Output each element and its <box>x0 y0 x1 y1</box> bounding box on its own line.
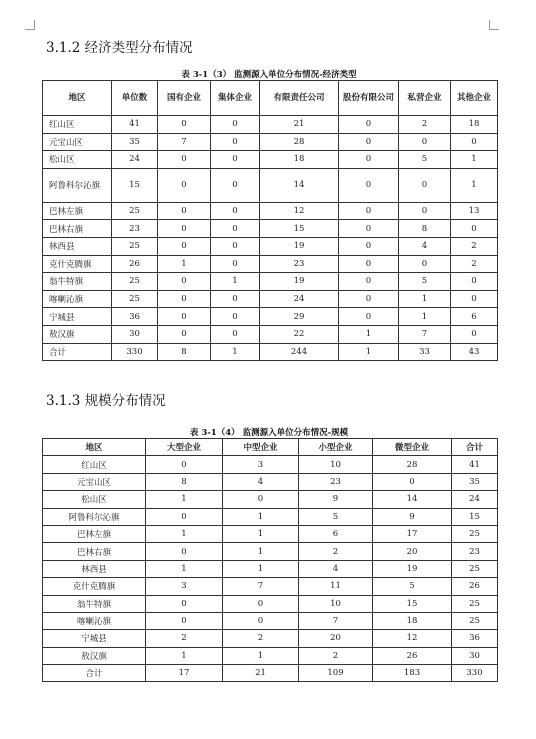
value-cell: 2 <box>399 116 451 134</box>
value-cell: 10 <box>299 595 373 612</box>
value-cell: 6 <box>451 308 498 326</box>
value-cell: 29 <box>260 308 339 326</box>
value-cell: 41 <box>112 116 158 134</box>
value-cell: 1 <box>399 290 451 308</box>
value-cell: 12 <box>260 202 339 220</box>
table-row <box>43 560 498 577</box>
value-cell: 25 <box>112 202 158 220</box>
value-cell: 0 <box>339 202 399 220</box>
value-cell: 0 <box>211 290 260 308</box>
value-cell: 0 <box>158 168 211 202</box>
value-cell: 7 <box>223 578 299 595</box>
value-cell: 0 <box>399 133 451 151</box>
value-cell: 0 <box>373 473 452 490</box>
value-cell: 1 <box>399 308 451 326</box>
value-cell: 0 <box>451 273 498 291</box>
value-cell: 26 <box>373 647 452 664</box>
column-header: 地区 <box>43 439 146 456</box>
column-header: 大型企业 <box>146 439 223 456</box>
value-cell: 15 <box>112 168 158 202</box>
value-cell: 25 <box>452 612 498 629</box>
region-cell: 元宝山区 <box>43 473 146 490</box>
table-row <box>43 325 498 343</box>
value-cell: 0 <box>146 595 223 612</box>
table-row <box>43 612 498 629</box>
region-cell: 巴林右旗 <box>43 220 112 238</box>
value-cell: 3 <box>223 456 299 473</box>
column-header: 有限责任公司 <box>260 81 339 116</box>
value-cell: 9 <box>299 491 373 508</box>
value-cell: 1 <box>146 525 223 542</box>
value-cell: 5 <box>299 508 373 525</box>
value-cell: 26 <box>452 578 498 595</box>
value-cell: 28 <box>373 456 452 473</box>
table-row <box>43 290 498 308</box>
value-cell: 1 <box>223 543 299 560</box>
value-cell: 20 <box>299 630 373 647</box>
value-cell: 1 <box>223 560 299 577</box>
value-cell: 19 <box>373 560 452 577</box>
table-row <box>43 491 498 508</box>
region-cell: 合计 <box>43 343 112 361</box>
table-row <box>43 220 498 238</box>
value-cell: 330 <box>452 665 498 682</box>
column-header: 合计 <box>452 439 498 456</box>
value-cell: 0 <box>158 237 211 255</box>
value-cell: 19 <box>260 273 339 291</box>
value-cell: 20 <box>373 543 452 560</box>
region-cell: 宁城县 <box>43 308 112 326</box>
value-cell: 1 <box>451 151 498 169</box>
value-cell: 17 <box>373 525 452 542</box>
value-cell: 0 <box>211 308 260 326</box>
region-cell: 元宝山区 <box>43 133 112 151</box>
column-header: 集体企业 <box>211 81 260 116</box>
value-cell: 0 <box>339 255 399 273</box>
value-cell: 2 <box>299 543 373 560</box>
value-cell: 0 <box>339 133 399 151</box>
value-cell: 0 <box>211 237 260 255</box>
page-corner-mark-left <box>25 20 35 30</box>
region-cell: 阿鲁科尔沁旗 <box>43 508 146 525</box>
value-cell: 0 <box>158 290 211 308</box>
column-header: 单位数 <box>112 81 158 116</box>
value-cell: 21 <box>223 665 299 682</box>
region-cell: 松山区 <box>43 491 146 508</box>
value-cell: 15 <box>260 220 339 238</box>
value-cell: 0 <box>399 255 451 273</box>
value-cell: 0 <box>339 237 399 255</box>
table-row <box>43 273 498 291</box>
value-cell: 0 <box>211 325 260 343</box>
region-cell: 克什克腾旗 <box>43 578 146 595</box>
value-cell: 4 <box>399 237 451 255</box>
value-cell: 8 <box>399 220 451 238</box>
table-row <box>43 647 498 664</box>
value-cell: 28 <box>260 133 339 151</box>
table-row <box>43 508 498 525</box>
region-cell: 喀喇沁旗 <box>43 290 112 308</box>
value-cell: 109 <box>299 665 373 682</box>
region-cell: 喀喇沁旗 <box>43 612 146 629</box>
column-header: 国有企业 <box>158 81 211 116</box>
value-cell: 0 <box>211 202 260 220</box>
value-cell: 0 <box>146 543 223 560</box>
value-cell: 1 <box>451 168 498 202</box>
value-cell: 0 <box>158 151 211 169</box>
value-cell: 1 <box>211 343 260 361</box>
value-cell: 1 <box>339 343 399 361</box>
value-cell: 0 <box>339 116 399 134</box>
value-cell: 0 <box>339 220 399 238</box>
value-cell: 0 <box>223 491 299 508</box>
value-cell: 0 <box>146 508 223 525</box>
value-cell: 8 <box>146 473 223 490</box>
value-cell: 14 <box>373 491 452 508</box>
value-cell: 1 <box>158 255 211 273</box>
table-row <box>43 308 498 326</box>
value-cell: 24 <box>112 151 158 169</box>
value-cell: 1 <box>223 508 299 525</box>
region-cell: 巴林右旗 <box>43 543 146 560</box>
value-cell: 19 <box>260 237 339 255</box>
value-cell: 0 <box>399 168 451 202</box>
value-cell: 2 <box>299 647 373 664</box>
value-cell: 2 <box>451 237 498 255</box>
region-cell: 克什克腾旗 <box>43 255 112 273</box>
value-cell: 1 <box>146 647 223 664</box>
value-cell: 13 <box>451 202 498 220</box>
value-cell: 1 <box>339 325 399 343</box>
value-cell: 0 <box>451 220 498 238</box>
scale-table <box>42 438 498 682</box>
value-cell: 15 <box>373 595 452 612</box>
value-cell: 25 <box>452 595 498 612</box>
table-row <box>43 525 498 542</box>
value-cell: 3 <box>146 578 223 595</box>
column-header: 中型企业 <box>223 439 299 456</box>
value-cell: 244 <box>260 343 339 361</box>
value-cell: 11 <box>299 578 373 595</box>
region-cell: 翁牛特旗 <box>43 273 112 291</box>
value-cell: 0 <box>339 168 399 202</box>
value-cell: 15 <box>452 508 498 525</box>
value-cell: 0 <box>339 308 399 326</box>
region-cell: 林西县 <box>43 560 146 577</box>
column-header: 小型企业 <box>299 439 373 456</box>
value-cell: 0 <box>211 133 260 151</box>
value-cell: 0 <box>146 612 223 629</box>
value-cell: 0 <box>451 325 498 343</box>
value-cell: 0 <box>146 456 223 473</box>
column-header: 股份有限公司 <box>339 81 399 116</box>
value-cell: 10 <box>299 456 373 473</box>
table-row <box>43 595 498 612</box>
value-cell: 0 <box>211 168 260 202</box>
page-corner-mark-right <box>489 20 499 30</box>
region-cell: 敖汉旗 <box>43 647 146 664</box>
value-cell: 23 <box>452 543 498 560</box>
region-cell: 松山区 <box>43 151 112 169</box>
table-row <box>43 168 498 202</box>
value-cell: 17 <box>146 665 223 682</box>
value-cell: 1 <box>146 491 223 508</box>
value-cell: 0 <box>451 290 498 308</box>
value-cell: 8 <box>158 343 211 361</box>
region-cell: 宁城县 <box>43 630 146 647</box>
value-cell: 0 <box>451 133 498 151</box>
table-row <box>43 255 498 273</box>
table-row <box>43 133 498 151</box>
table-row <box>43 578 498 595</box>
table-row <box>43 543 498 560</box>
value-cell: 7 <box>399 325 451 343</box>
value-cell: 0 <box>223 595 299 612</box>
value-cell: 0 <box>339 290 399 308</box>
value-cell: 0 <box>158 308 211 326</box>
value-cell: 0 <box>211 255 260 273</box>
value-cell: 5 <box>399 151 451 169</box>
column-header: 其他企业 <box>451 81 498 116</box>
value-cell: 0 <box>158 325 211 343</box>
value-cell: 23 <box>112 220 158 238</box>
value-cell: 2 <box>146 630 223 647</box>
value-cell: 24 <box>452 491 498 508</box>
value-cell: 25 <box>112 290 158 308</box>
value-cell: 35 <box>452 473 498 490</box>
value-cell: 18 <box>373 612 452 629</box>
table-row <box>43 237 498 255</box>
value-cell: 7 <box>299 612 373 629</box>
value-cell: 30 <box>452 647 498 664</box>
value-cell: 24 <box>260 290 339 308</box>
region-cell: 红山区 <box>43 456 146 473</box>
column-header: 地区 <box>43 81 112 116</box>
value-cell: 0 <box>223 612 299 629</box>
table-row <box>43 630 498 647</box>
table-caption-economic-type: 表 3-1（3） 监测源入单位分布情况-经济类型 <box>181 70 357 80</box>
value-cell: 0 <box>339 151 399 169</box>
table-row <box>43 343 498 361</box>
value-cell: 1 <box>146 560 223 577</box>
region-cell: 林西县 <box>43 237 112 255</box>
value-cell: 9 <box>373 508 452 525</box>
column-header: 微型企业 <box>373 439 452 456</box>
table-row <box>43 665 498 682</box>
section-heading-economic-type: 3.1.2 经济类型分布情况 <box>46 40 193 56</box>
value-cell: 4 <box>299 560 373 577</box>
value-cell: 21 <box>260 116 339 134</box>
value-cell: 0 <box>158 116 211 134</box>
value-cell: 36 <box>452 630 498 647</box>
region-cell: 合计 <box>43 665 146 682</box>
value-cell: 0 <box>158 202 211 220</box>
value-cell: 12 <box>373 630 452 647</box>
column-header: 私营企业 <box>399 81 451 116</box>
value-cell: 25 <box>112 273 158 291</box>
value-cell: 6 <box>299 525 373 542</box>
value-cell: 7 <box>158 133 211 151</box>
value-cell: 0 <box>211 151 260 169</box>
table-row <box>43 473 498 490</box>
value-cell: 25 <box>452 525 498 542</box>
value-cell: 36 <box>112 308 158 326</box>
section-heading-scale: 3.1.3 规模分布情况 <box>46 393 166 409</box>
table-row <box>43 151 498 169</box>
value-cell: 43 <box>451 343 498 361</box>
value-cell: 23 <box>299 473 373 490</box>
region-cell: 巴林左旗 <box>43 202 112 220</box>
value-cell: 4 <box>223 473 299 490</box>
value-cell: 0 <box>399 202 451 220</box>
region-cell: 阿鲁科尔沁旗 <box>43 168 112 202</box>
table-header-row <box>43 81 498 116</box>
value-cell: 5 <box>399 273 451 291</box>
table-row <box>43 202 498 220</box>
value-cell: 0 <box>158 220 211 238</box>
value-cell: 2 <box>223 630 299 647</box>
table-header-row <box>43 439 498 456</box>
value-cell: 35 <box>112 133 158 151</box>
value-cell: 2 <box>451 255 498 273</box>
value-cell: 5 <box>373 578 452 595</box>
value-cell: 1 <box>223 647 299 664</box>
table-caption-scale: 表 3-1（4） 监测源入单位分布情况-规模 <box>189 428 349 438</box>
value-cell: 22 <box>260 325 339 343</box>
value-cell: 1 <box>223 525 299 542</box>
value-cell: 1 <box>211 273 260 291</box>
value-cell: 183 <box>373 665 452 682</box>
region-cell: 敖汉旗 <box>43 325 112 343</box>
value-cell: 330 <box>112 343 158 361</box>
value-cell: 23 <box>260 255 339 273</box>
value-cell: 0 <box>339 273 399 291</box>
value-cell: 14 <box>260 168 339 202</box>
value-cell: 33 <box>399 343 451 361</box>
region-cell: 巴林左旗 <box>43 525 146 542</box>
value-cell: 26 <box>112 255 158 273</box>
value-cell: 18 <box>451 116 498 134</box>
value-cell: 18 <box>260 151 339 169</box>
value-cell: 25 <box>112 237 158 255</box>
value-cell: 25 <box>452 560 498 577</box>
value-cell: 0 <box>211 116 260 134</box>
value-cell: 30 <box>112 325 158 343</box>
value-cell: 0 <box>158 273 211 291</box>
region-cell: 翁牛特旗 <box>43 595 146 612</box>
economic-type-table <box>42 80 498 361</box>
value-cell: 41 <box>452 456 498 473</box>
region-cell: 红山区 <box>43 116 112 134</box>
table-row <box>43 116 498 134</box>
table-row <box>43 456 498 473</box>
value-cell: 0 <box>211 220 260 238</box>
